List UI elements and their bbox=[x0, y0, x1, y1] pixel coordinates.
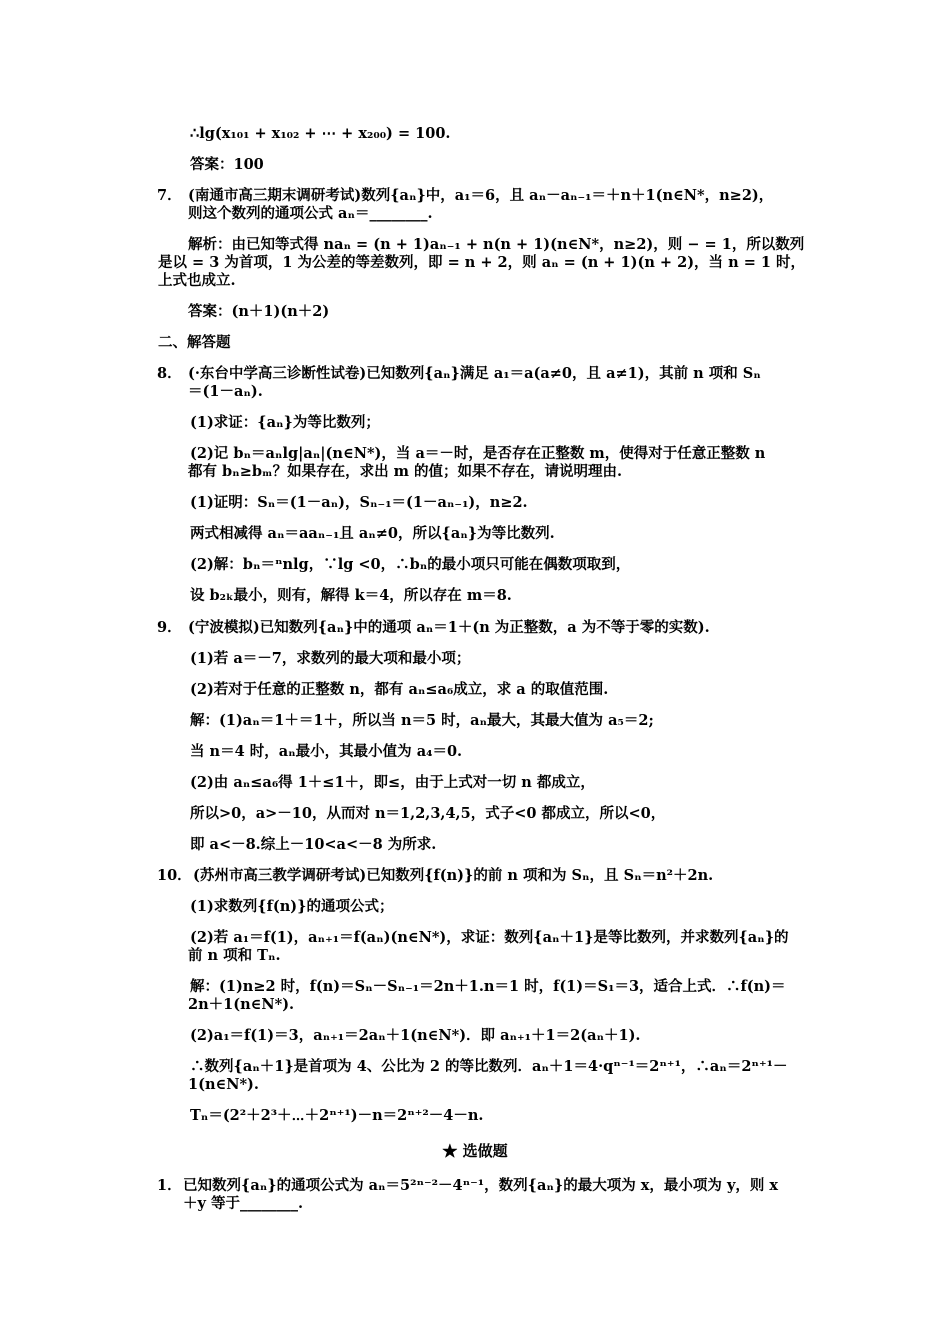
problem-9-text: (宁波模拟)已知数列{aₙ}中的通项 aₙ＝1＋(n 为正整数，a 为不等于零的实数). bbox=[188, 619, 710, 636]
problem-number: 7． bbox=[157, 187, 182, 204]
optional-problem-text: 已知数列{aₙ}的通项公式为 aₙ＝5²ⁿ⁻²－4ⁿ⁻¹，数列{aₙ}的最大项为 x，最小项为 y，则 x bbox=[183, 1177, 779, 1194]
problem-10-part: 前 n 项和 Tₙ. bbox=[188, 947, 281, 964]
solution-line: (2)解：bₙ＝ⁿnlg，∵lg <0，∴bₙ的最小项只可能在偶数项取到， bbox=[190, 556, 631, 573]
problem-9-part: (1)若 a＝－7，求数列的最大项和最小项； bbox=[190, 650, 471, 667]
solution-line: 即 a<－8.综上－10<a<－8 为所求. bbox=[190, 836, 437, 853]
section-heading: 二、解答题 bbox=[158, 334, 231, 351]
solution-line: 2n＋1(n∈N*). bbox=[188, 996, 295, 1013]
problem-8-part: (2)记 bₙ＝aₙlg|aₙ|(n∈N*)，当 a＝－时，是否存在正整数 m，使得对于任意正整数 n bbox=[190, 445, 766, 462]
solution-line: 所以>0，a>－10，从而对 n＝1,2,3,4,5，式子<0 都成立，所以<0， bbox=[190, 805, 666, 822]
answer-line: 答案：100 bbox=[190, 156, 264, 173]
problem-9-part: (2)若对于任意的正整数 n，都有 aₙ≤a₆成立，求 a 的取值范围. bbox=[190, 681, 609, 698]
solution-line: (2)a₁＝f(1)＝3，aₙ₊₁＝2aₙ＋1(n∈N*)．即 aₙ₊₁＋1＝2(aₙ＋1). bbox=[190, 1027, 641, 1044]
optional-problem-text: ＋y 等于________. bbox=[183, 1195, 304, 1212]
text-line: ∴lg(x₁₀₁ + x₁₀₂ + ⋯ + x₂₀₀) = 100. bbox=[190, 125, 451, 142]
problem-8-part: 都有 bₙ≥bₘ？如果存在，求出 m 的值；如果不存在，请说明理由. bbox=[188, 463, 623, 480]
solution-line: 当 n＝4 时，aₙ最小，其最小值为 a₄＝0. bbox=[190, 743, 463, 760]
problem-number: 1． bbox=[157, 1177, 182, 1194]
problem-10-part: (1)求数列{f(n)}的通项公式； bbox=[190, 898, 394, 915]
solution-line: (2)由 aₙ≤a₆得 1＋≤1＋，即≤，由于上式对一切 n 都成立， bbox=[190, 774, 595, 791]
solution-line: Tₙ＝(2²＋2³＋⋯＋2ⁿ⁺¹)－n＝2ⁿ⁺²－4－n. bbox=[190, 1107, 484, 1124]
problem-number: 9． bbox=[157, 619, 182, 636]
section-heading-optional: ★ 选做题 bbox=[442, 1142, 508, 1160]
problem-8-part: (1)求证：{aₙ}为等比数列； bbox=[190, 414, 380, 431]
solution-line: 上式也成立. bbox=[158, 272, 236, 289]
solution-line: 设 b₂ₖ最小，则有，解得 k＝4，所以存在 m＝8. bbox=[190, 587, 512, 604]
solution-line: 两式相减得 aₙ＝aaₙ₋₁且 aₙ≠0，所以{aₙ}为等比数列. bbox=[190, 525, 555, 542]
problem-8-text: (·东台中学高三诊断性试卷)已知数列{aₙ}满足 a₁＝a(a≠0，且 a≠1)，其前 n 项和 Sₙ bbox=[188, 365, 761, 382]
problem-7-text: 则这个数列的通项公式 aₙ＝________. bbox=[188, 205, 433, 222]
solution-line: 解：(1)n≥2 时，f(n)＝Sₙ－Sₙ₋₁＝2n＋1.n＝1 时，f(1)＝S₁＝3，适合上式．∴f(n)＝ bbox=[190, 978, 786, 995]
solution-line: (1)证明：Sₙ＝(1－aₙ)，Sₙ₋₁＝(1－aₙ₋₁)，n≥2. bbox=[190, 494, 528, 511]
problem-number: 8． bbox=[157, 365, 182, 382]
problem-10-text: (苏州市高三教学调研考试)已知数列{f(n)}的前 n 项和为 Sₙ，且 Sₙ＝n²＋2n. bbox=[193, 867, 714, 884]
answer-line: 答案：(n＋1)(n＋2) bbox=[188, 303, 330, 320]
problem-10-part: (2)若 a₁＝f(1)，aₙ₊₁＝f(aₙ)(n∈N*)，求证：数列{aₙ＋1}是等比数列，并求数列{aₙ}的 bbox=[190, 929, 789, 946]
solution-line: 解：(1)aₙ＝1＋＝1＋，所以当 n＝5 时，aₙ最大，其最大值为 a₅＝2; bbox=[190, 712, 654, 729]
solution-line: 1(n∈N*). bbox=[188, 1076, 259, 1093]
solution-line: 解析：由已知等式得 naₙ = (n + 1)aₙ₋₁ + n(n + 1)(n∈N*，n≥2)，则 − = 1，所以数列 bbox=[188, 236, 805, 253]
problem-7-text: (南通市高三期末调研考试)数列{aₙ}中，a₁＝6，且 aₙ－aₙ₋₁＝＋n＋1(n∈N*，n≥2)， bbox=[188, 187, 774, 204]
problem-number: 10． bbox=[157, 867, 192, 884]
solution-line: ∴数列{aₙ＋1}是首项为 4、公比为 2 的等比数列．aₙ＋1＝4·qⁿ⁻¹＝2ⁿ⁺¹，∴aₙ＝2ⁿ⁺¹－ bbox=[190, 1058, 788, 1075]
solution-line: 是以 = 3 为首项，1 为公差的等差数列，即 = n + 2，则 aₙ = (n + 1)(n + 2)，当 n = 1 时， bbox=[158, 254, 806, 271]
problem-8-text: ＝(1－aₙ). bbox=[188, 383, 263, 400]
